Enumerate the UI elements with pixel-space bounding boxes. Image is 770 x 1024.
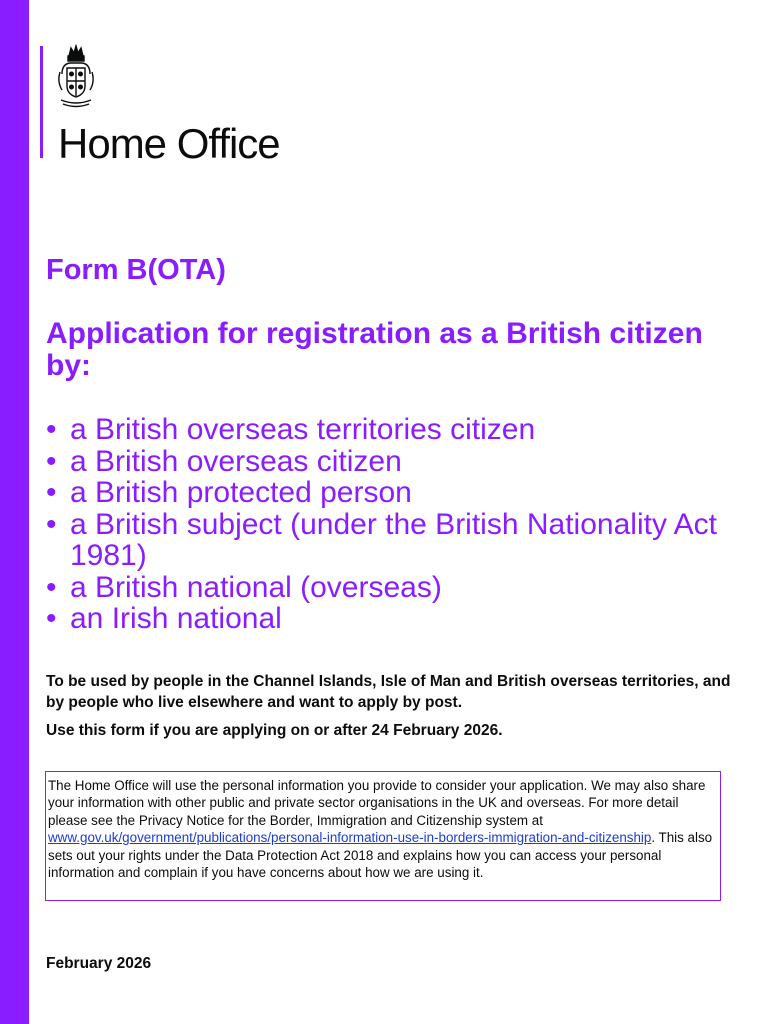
- list-item-label: a British protected person: [70, 476, 412, 509]
- privacy-notice-box: [45, 771, 721, 901]
- list-item-label: a British overseas territories citizen: [70, 413, 536, 446]
- list-item: [46, 509, 746, 572]
- bullet-icon: •: [46, 570, 57, 604]
- list-item: [46, 477, 746, 509]
- list-item: [46, 414, 746, 446]
- organisation-name: Home Office: [58, 120, 280, 167]
- list-item: [46, 572, 746, 604]
- privacy-text-intro: The Home Office will use the personal information you provide to consider your application. We may also share your information with other public and private sector organisations in the UK and overseas. For more detail please see the Privacy Notice for the Border, Immigration and Citizenship system at: [48, 778, 706, 828]
- list-item: [46, 446, 746, 478]
- list-item-label: an Irish national: [70, 602, 282, 635]
- form-title: Form B(OTA): [46, 254, 226, 286]
- list-item-label: a British overseas citizen: [70, 444, 402, 478]
- apply-date-note: Use this form if you are applying on or after 24 February 2026.: [46, 722, 503, 739]
- brand-rule: [40, 46, 43, 158]
- application-title: Application for registration as a British citizen by:: [46, 317, 703, 382]
- issue-date: February 2026: [46, 955, 152, 972]
- bullet-icon: •: [46, 507, 57, 541]
- list-item-label: a British national (overseas): [70, 570, 442, 604]
- privacy-notice-link[interactable]: www.gov.uk/government/publications/personal-information-use-in-borders-immigration-and-citizenship: [48, 830, 652, 846]
- bullet-icon: •: [46, 413, 57, 446]
- list-item-label: a British subject (under the British Nationality Act 1981): [70, 507, 717, 572]
- brand-color-band: [0, 0, 29, 1024]
- bullet-icon: •: [46, 602, 57, 635]
- list-item: [46, 603, 746, 635]
- usage-note: To be used by people in the Channel Islands, Isle of Man and British overseas territories, and by people who live elsewhere and want to apply by post.: [46, 673, 731, 711]
- eligibility-list: [46, 414, 746, 635]
- bullet-icon: •: [46, 444, 57, 478]
- royal-coat-of-arms-icon: [56, 44, 96, 110]
- privacy-text-rights: . This also sets out your rights under the Data Protection Act 2018 and explains how you can access your personal information and complain if you have concerns about how we are using it.: [48, 830, 713, 881]
- bullet-icon: •: [46, 476, 57, 509]
